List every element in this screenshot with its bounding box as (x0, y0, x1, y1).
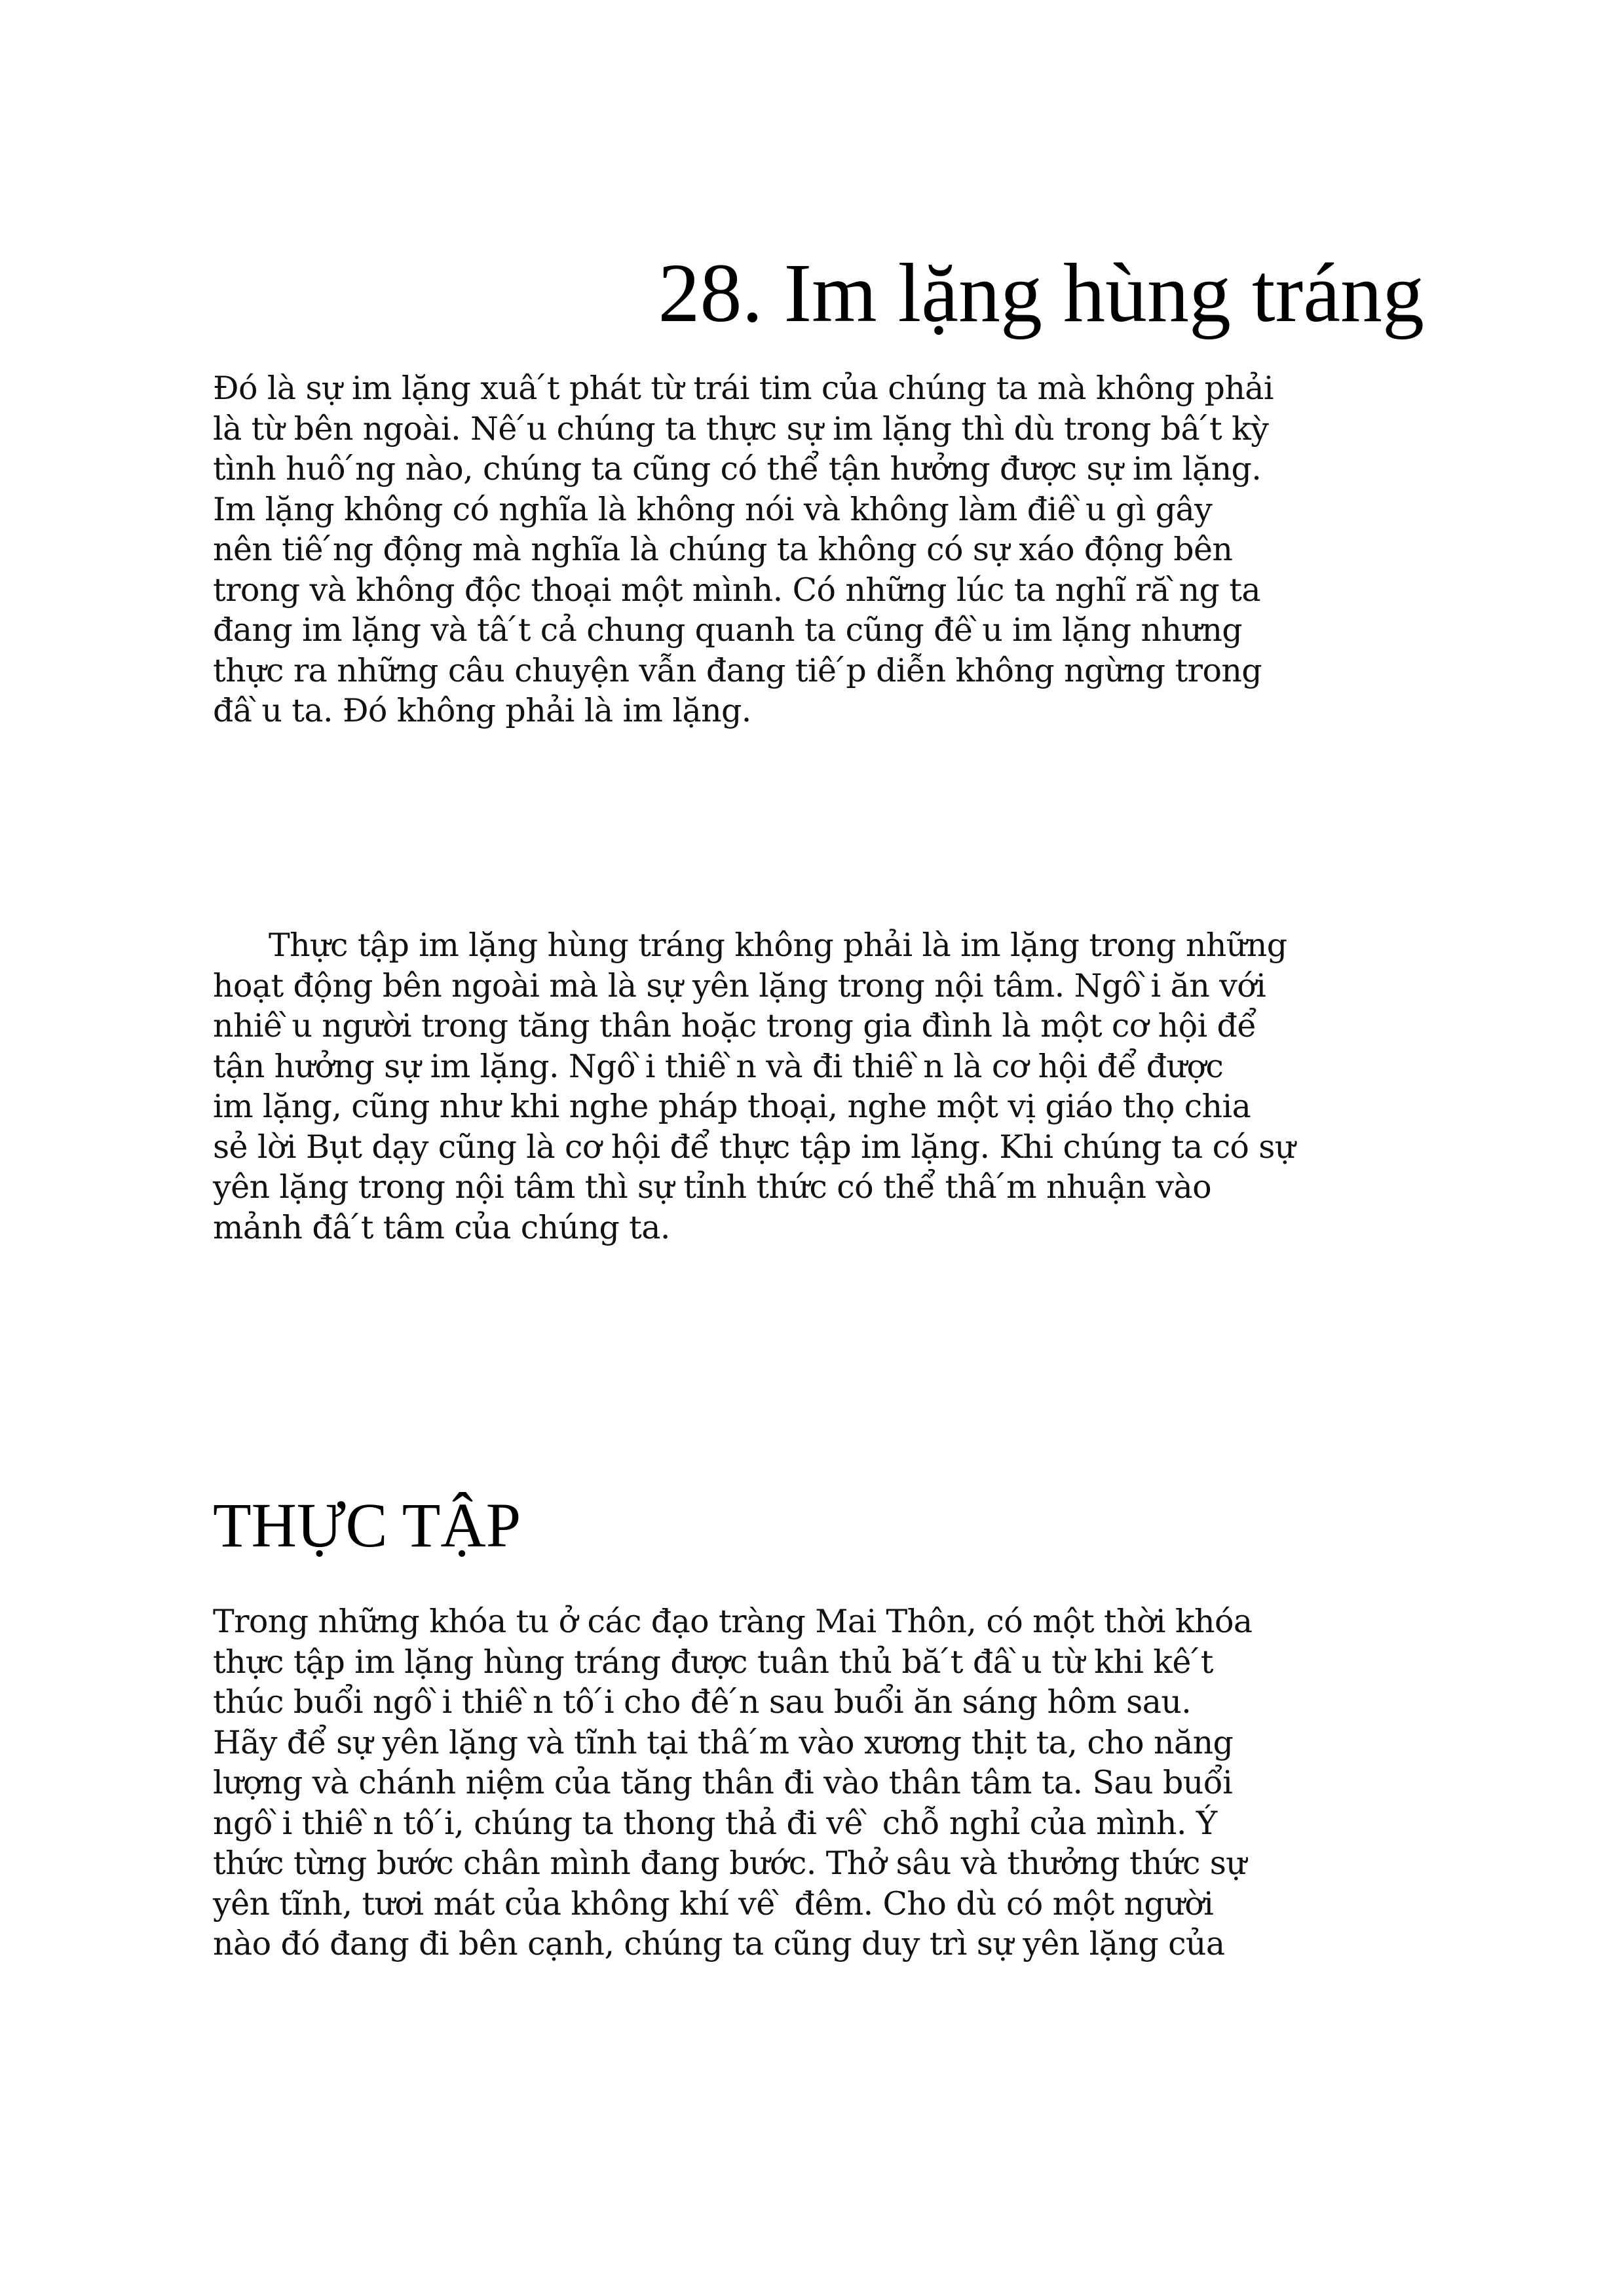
text-line-indented: Thực tập im lặng hùng tráng không phải là im lặng trong những (269, 927, 1287, 964)
text-line: nào đó đang đi bên cạnh, chúng ta cũng duy trì sự yên lặng của (213, 1925, 1225, 1962)
section-heading-practice: THỰC TẬP (213, 1490, 521, 1560)
text-line: nhiê ̀u người trong tăng thân hoặc trong gia đình là một cơ hội để (213, 1007, 1256, 1044)
text-line: Trong những khóa tu ở các đạo tràng Mai Thôn, có một thời khóa (213, 1603, 1253, 1640)
chapter-title: 28. Im lặng hùng tráng (658, 246, 1424, 339)
paragraph-practice (213, 1601, 1431, 1964)
text-line: Đó là sự im lặng xuâ ́t phát từ trái tim của chúng ta mà không phải (213, 370, 1274, 407)
text-line: đang im lặng và tâ ́t cả chung quanh ta cũng đê ̀u im lặng nhưng (213, 611, 1243, 649)
text-line: yên lặng trong nội tâm thì sự tỉnh thức có thể thâ ́m nhuận vào (213, 1168, 1212, 1206)
text-line: tình huô ́ng nào, chúng ta cũng có thể tận hưởng được sự im lặng. (213, 450, 1262, 488)
text-line: trong và không độc thoại một mình. Có những lúc ta nghĩ ră ̀ng ta (213, 571, 1260, 609)
text-line: yên tĩnh, tươi mát của không khí vê ̀ đêm. Cho dù có một người (213, 1885, 1214, 1923)
text-line: lượng và chánh niệm của tăng thân đi vào thân tâm ta. Sau buổi (213, 1764, 1233, 1801)
text-line: thúc buổi ngô ̀i thiê ̀n tô ́i cho đê ́n sau buổi ăn sáng hôm sau. (213, 1683, 1192, 1721)
text-line: sẻ lời Bụt dạy cũng là cơ hội để thực tập im lặng. Khi chúng ta có sự (213, 1128, 1295, 1166)
text-line: ngô ̀i thiê ̀n tô ́i, chúng ta thong thả đi vê ̀ chỗ nghỉ của mình. Ý (213, 1804, 1217, 1842)
text-line: đâ ̀u ta. Đó không phải là im lặng. (213, 692, 751, 729)
paragraph-second (213, 925, 1431, 1248)
text-line: Hãy để sự yên lặng và tĩnh tại thâ ́m vào xương thịt ta, cho năng (213, 1723, 1234, 1761)
text-line: hoạt động bên ngoài mà là sự yên lặng trong nội tâm. Ngô ̀i ăn với (213, 966, 1266, 1004)
text-line: mảnh đâ ́t tâm của chúng ta. (213, 1208, 670, 1246)
text-line: thực tập im lặng hùng tráng được tuân thủ bă ́t đâ ̀u từ khi kê ́t (213, 1643, 1213, 1681)
text-line: Im lặng không có nghĩa là không nói và không làm điê ̀u gì gây (213, 490, 1213, 528)
paragraph-intro (213, 368, 1431, 731)
text-line: là từ bên ngoài. Nê ́u chúng ta thực sự im lặng thì dù trong bâ ́t kỳ (213, 410, 1269, 448)
text-line: nên tiê ́ng động mà nghĩa là chúng ta không có sự xáo động bên (213, 531, 1233, 568)
text-line: thức từng bước chân mình đang bước. Thở sâu và thưởng thức sự (213, 1845, 1247, 1882)
text-line: im lặng, cũng như khi nghe pháp thoại, nghe một vị giáo thọ chia (213, 1088, 1251, 1125)
text-line: tận hưởng sự im lặng. Ngô ̀i thiê ̀n và đi thiê ̀n là cơ hội để được (213, 1047, 1224, 1085)
text-line: thực ra những câu chuyện vẫn đang tiê ́p diễn không ngừng trong (213, 651, 1262, 689)
